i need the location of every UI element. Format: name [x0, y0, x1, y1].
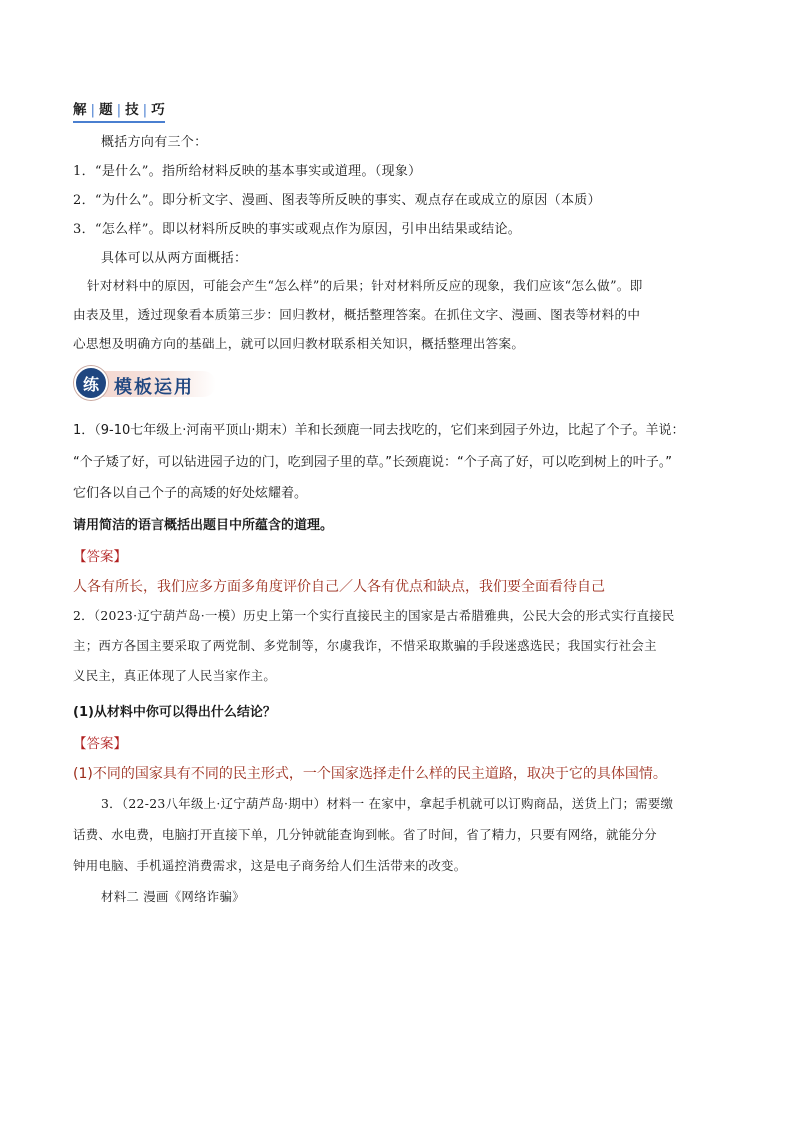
tips-intro: 概括方向有三个： [101, 135, 208, 150]
q3-text-line: 3．（22-23八年级上·辽宁葫芦岛·期中）材料一 在家中，拿起手机就可以订购商品，送货上门；需要缴 [101, 796, 674, 811]
q3-text-line: 话费、水电费，电脑打开直接下单，几分钟就能查询到帐。省了时间，省了精力，只要有网络，就能分分 [73, 827, 657, 842]
tips-heading [73, 98, 165, 121]
heading-separator: | [116, 102, 122, 118]
q3-material2-label: 材料二 漫画《网络诈骗》 [101, 889, 245, 904]
q1-text-line: 1．（9-10七年级上·河南平顶山·期末）羊和长颈鹿一同去找吃的，它们来到园子外边，比起了个子。羊说： [73, 423, 685, 438]
tips-item: 1．“是什么”。指所给材料反映的基本事实或道理。（现象） [73, 164, 422, 179]
section-banner [74, 366, 218, 400]
q2-prompt: (1)从材料中你可以得出什么结论？ [73, 705, 276, 720]
heading-underline [73, 121, 165, 123]
q2-text-line: 主；西方各国主要采取了两党制、多党制等，尔虞我诈，不惜采取欺骗的手段迷惑选民；我国实行社会主 [73, 638, 657, 653]
section-title: 模板运用 [114, 377, 194, 398]
tips-aspects-intro: 具体可以从两方面概括： [101, 251, 248, 266]
q2-answer-tag: 【答案】 [73, 736, 127, 752]
tips-paragraph-line: 针对材料中的原因，可能会产生“怎么样”的后果；针对材料所反应的现象，我们应该“怎么做”。即 [87, 278, 643, 293]
tips-heading-char: 解 [73, 102, 87, 118]
q1-text-line: 它们各以自己个子的高矮的好处炫耀着。 [73, 486, 308, 501]
q1-text-line: “个子矮了好，可以钻进园子边的门，吃到园子里的草。”长颈鹿说：“个子高了好，可以吃到树上的叶子。” [73, 455, 672, 470]
q2-text-line: 义民主，真正体现了人民当家作主。 [73, 668, 277, 683]
q2-answer: (1)不同的国家具有不同的民主形式，一个国家选择走什么样的民主道路，取决于它的具体国情。 [73, 766, 667, 782]
q2-text-line: 2．（2023·辽宁葫芦岛·一模）历史上第一个实行直接民主的国家是古希腊雅典，公民大会的形式实行直接民 [73, 608, 675, 623]
tips-heading-char: 题 [99, 102, 113, 118]
tips-item: 3．“怎么样”。即以材料所反映的事实或观点作为原因，引申出结果或结论。 [73, 222, 522, 237]
tips-paragraph-line: 心思想及明确方向的基础上，就可以回归教材联系相关知识，概括整理出答案。 [73, 336, 525, 351]
heading-separator: | [90, 102, 96, 118]
q1-answer-tag: 【答案】 [73, 549, 127, 565]
q1-answer: 人各有所长，我们应多方面多角度评价自己／人各有优点和缺点，我们要全面看待自己 [73, 579, 605, 595]
tips-heading-char: 巧 [151, 102, 165, 118]
heading-separator: | [142, 102, 148, 118]
tips-item: 2．“为什么”。即分析文字、漫画、图表等所反映的事实、观点存在或成立的原因（本质） [73, 193, 601, 208]
q1-prompt: 请用简洁的语言概括出题目中所蕴含的道理。 [73, 518, 334, 533]
tips-heading-char: 技 [125, 102, 139, 118]
badge-label: 练 [82, 374, 99, 394]
practice-badge-icon [74, 366, 108, 400]
q3-text-line: 钟用电脑、手机遥控消费需求，这是电子商务给人们生活带来的改变。 [73, 858, 467, 873]
tips-paragraph-line: 由表及里，透过现象看本质第三步：回归教材，概括整理答案。在抓住文字、漫画、图表等材料的中 [73, 307, 641, 322]
